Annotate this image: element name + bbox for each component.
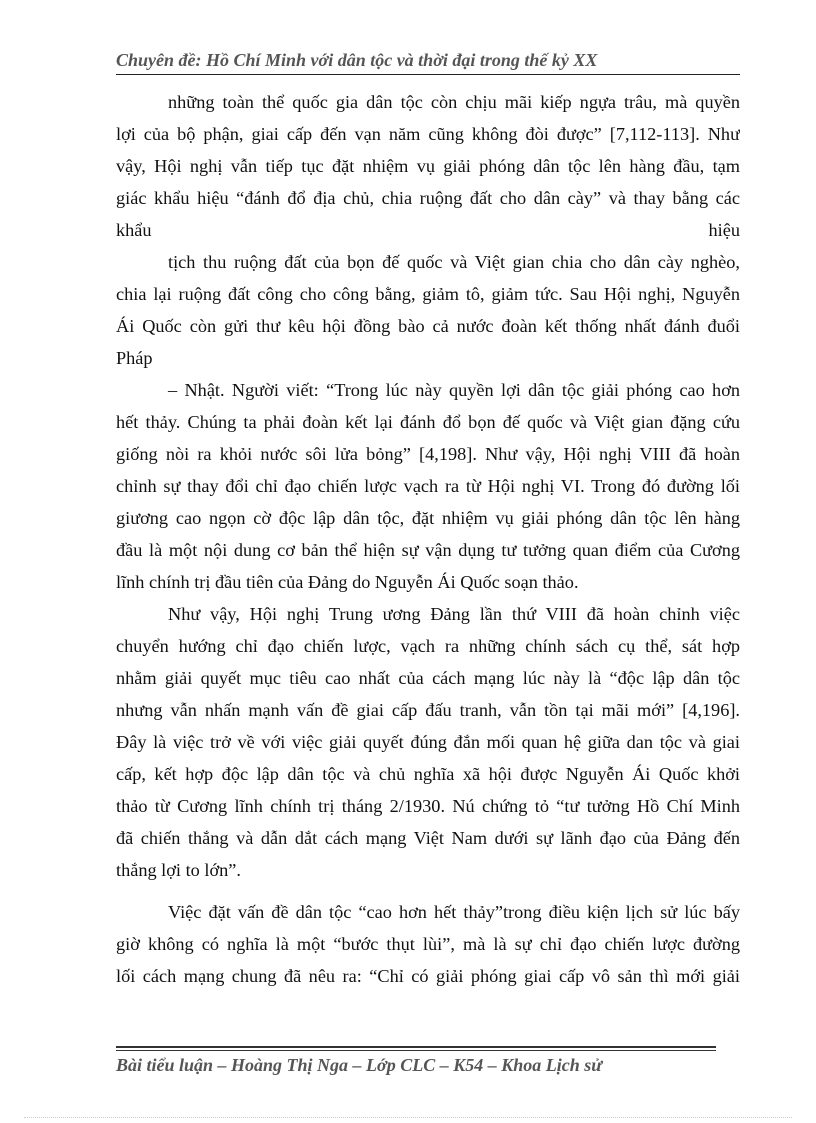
page-header xyxy=(116,48,740,75)
text-line: đã chiến thắng và dẫn dắt cách mạng Việt Nam dưới sự lãnh đạo của Đảng đến xyxy=(116,828,740,848)
text-line: giác khẩu hiệu “đánh đổ địa chủ, chia ruộng đất cho dân cày” và thay bằng các xyxy=(116,188,740,208)
header-title: Chuyên đề: Hồ Chí Minh với dân tộc và thời đại trong thế kỷ XX xyxy=(116,50,598,70)
text-line: lĩnh chính trị đầu tiên của Đảng do Nguyễn Ái Quốc soạn thảo. xyxy=(116,572,579,592)
text-line: đầu là một nội dung cơ bản thể hiện sự vận dụng tư tưởng quan điểm của Cương xyxy=(116,540,740,560)
text-line: khẩu hiệu xyxy=(116,220,740,240)
text-line: vậy, Hội nghị vẫn tiếp tục đặt nhiệm vụ giải phóng dân tộc lên hàng đầu, tạm xyxy=(116,156,740,176)
text-line: những toàn thể quốc gia dân tộc còn chịu mãi kiếp ngựa trâu, mà quyền xyxy=(168,92,740,112)
text-line: Việc đặt vấn đề dân tộc “cao hơn hết thảy”trong điều kiện lịch sử lúc bấy xyxy=(168,902,740,922)
text-line: nhằm giải quyết mục tiêu cao nhất của cách mạng lúc này là “độc lập dân tộc xyxy=(116,668,740,688)
text-line: thảo từ Cương lĩnh chính trị tháng 2/1930. Nú chứng tỏ “tư tưởng Hồ Chí Minh xyxy=(116,796,740,816)
text-line: chỉnh sự thay đổi chỉ đạo chiến lược vạch ra từ Hội nghị VI. Trong đó đường lối xyxy=(116,476,740,496)
footer-divider xyxy=(116,1046,716,1048)
footer-text: Bài tiểu luận – Hoàng Thị Nga – Lớp CLC – K54 – Khoa Lịch sử xyxy=(116,1055,603,1075)
document-body xyxy=(116,86,740,992)
text-line: nhưng vẫn nhấn mạnh vấn đề giai cấp đấu tranh, vẫn tồn tại mãi mới” [4,196]. xyxy=(116,700,740,720)
text-line: Ái Quốc còn gửi thư kêu hội đồng bào cả nước đoàn kết thống nhất đánh đuổi xyxy=(116,316,740,336)
text-line: lợi của bộ phận, giai cấp đến vạn năm cũng không đòi được” [7,112-113]. Như xyxy=(116,124,740,144)
text-line: chuyển hướng chỉ đạo chiến lược, vạch ra những chính sách cụ thể, sát hợp xyxy=(116,636,740,656)
page-edge xyxy=(24,1117,792,1118)
text-line: cấp, kết hợp độc lập dân tộc và chủ nghĩa xã hội được Nguyễn Ái Quốc khởi xyxy=(116,764,740,784)
text-line: giương cao ngọn cờ độc lập dân tộc, đặt nhiệm vụ giải phóng dân tộc lên hàng xyxy=(116,508,740,528)
paragraph-gap xyxy=(116,886,740,896)
text-line: giờ không có nghĩa là một “bước thụt lùi”, mà là sự chỉ đạo chiến lược đường xyxy=(116,934,740,954)
text-line: Pháp xyxy=(116,348,153,368)
text-line: lối cách mạng chung đã nêu ra: “Chỉ có giải phóng giai cấp vô sản thì mới giải xyxy=(116,966,740,986)
page-footer xyxy=(116,1046,716,1076)
text-line: giống nòi ra khỏi nước sôi lửa bỏng” [4,198]. Như vậy, Hội nghị VIII đã hoàn xyxy=(116,444,740,464)
text-line: Như vậy, Hội nghị Trung ương Đảng lần thứ VIII đã hoàn chỉnh việc xyxy=(168,604,740,624)
footer-divider-thin xyxy=(116,1050,716,1051)
text-line: hết thảy. Chúng ta phải đoàn kết lại đánh đổ bọn đế quốc và Việt gian đặng cứu xyxy=(116,412,740,432)
text-line: tịch thu ruộng đất của bọn đế quốc và Việt gian chia cho dân cày nghèo, xyxy=(168,252,740,272)
text-line: – Nhật. Người viết: “Trong lúc này quyền lợi dân tộc giải phóng cao hơn xyxy=(168,380,740,400)
text-line: chia lại ruộng đất công cho công bằng, giảm tô, giảm tức. Sau Hội nghị, Nguyễn xyxy=(116,284,740,304)
text-line: thắng lợi to lớn”. xyxy=(116,860,241,880)
text-line: Đây là việc trở về với việc giải quyết đúng đắn mối quan hệ giữa dan tộc và giai xyxy=(116,732,740,752)
